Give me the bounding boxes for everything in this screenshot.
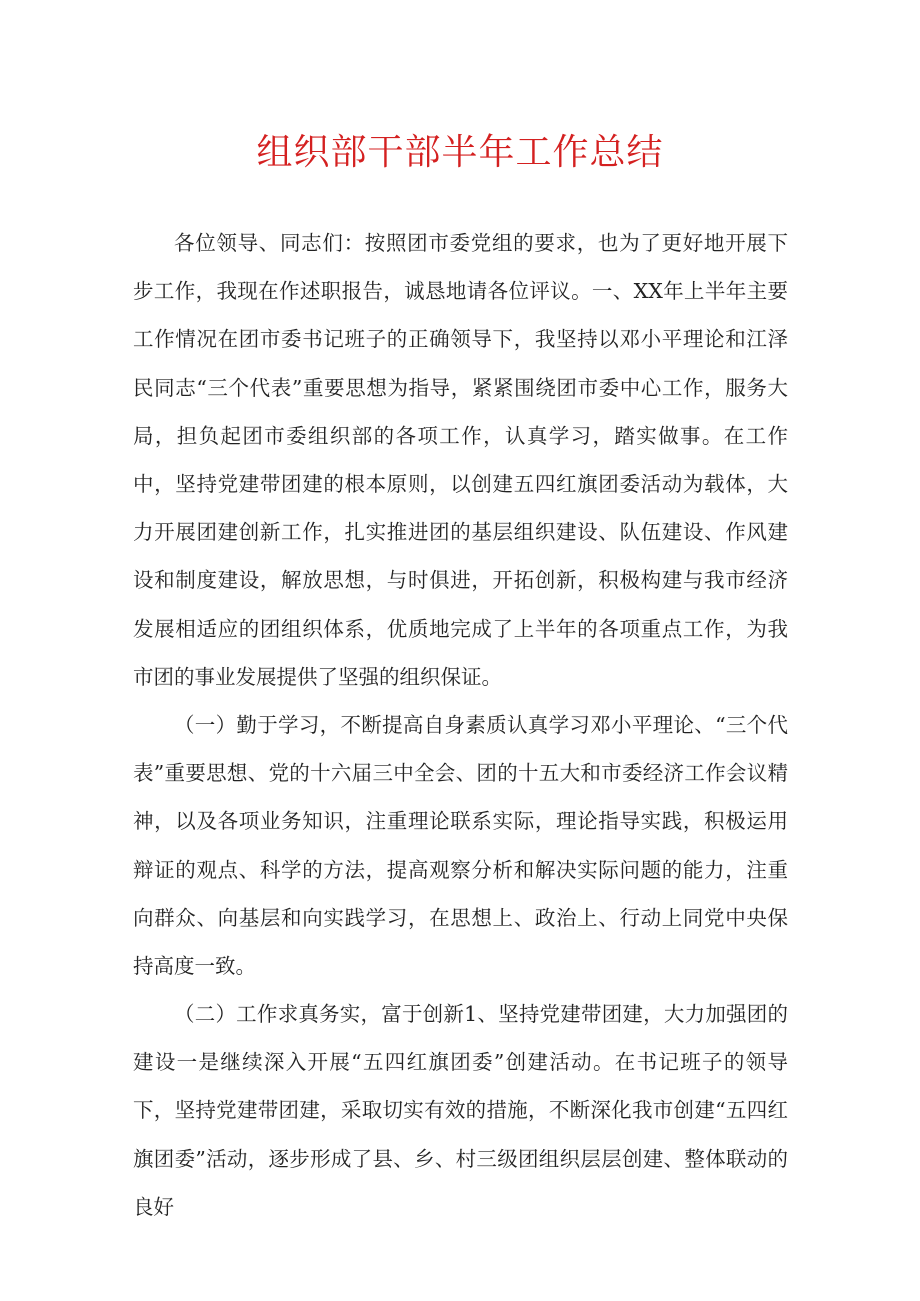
body-paragraph-2: （一）勤于学习，不断提高自身素质认真学习邓小平理论、“三个代表”重要思想、党的十六届三中全会、团的十五大和市委经济工作会议精神，以及各项业务知识，注重理论联系实际，理论指导实践，积极运用辩证的观点、科学的方法，提高观察分析和解决实际问题的能力，注重向群众、向基层和向实践学习，在思想上、政治上、行动上同党中央保持高度一致。 (133, 713, 788, 979)
body-paragraph-3: （二）工作求真务实，富于创新1、坚持党建带团建，大力加强团的建设一是继续深入开展“五四红旗团委”创建活动。在书记班子的领导下，坚持党建带团建，采取切实有效的措施，不断深化我市创建“五四红旗团委”活动，逐步形成了县、乡、村三级团组织层层创建、整体联动的良好 (133, 1002, 788, 1219)
body-paragraph-1: 各位领导、同志们：按照团市委党组的要求，也为了更好地开展下步工作，我现在作述职报告，诚恳地请各位评议。一、XX年上半年主要工作情况在团市委书记班子的正确领导下，我坚持以邓小平理论和江泽民同志“三个代表”重要思想为指导，紧紧围绕团市委中心工作，服务大局，担负起团市委组织部的各项工作，认真学习，踏实做事。在工作中，坚持党建带团建的根本原则，以创建五四红旗团委活动为载体，大力开展团建创新工作，扎实推进团的基层组织建设、队伍建设、作风建设和制度建设，解放思想，与时俱进，开拓创新，积极构建与我市经济发展相适应的团组织体系，优质地完成了上半年的各项重点工作，为我市团的事业发展提供了坚强的组织保证。 (133, 231, 788, 689)
document-title: 组织部干部半年工作总结 (256, 132, 664, 173)
